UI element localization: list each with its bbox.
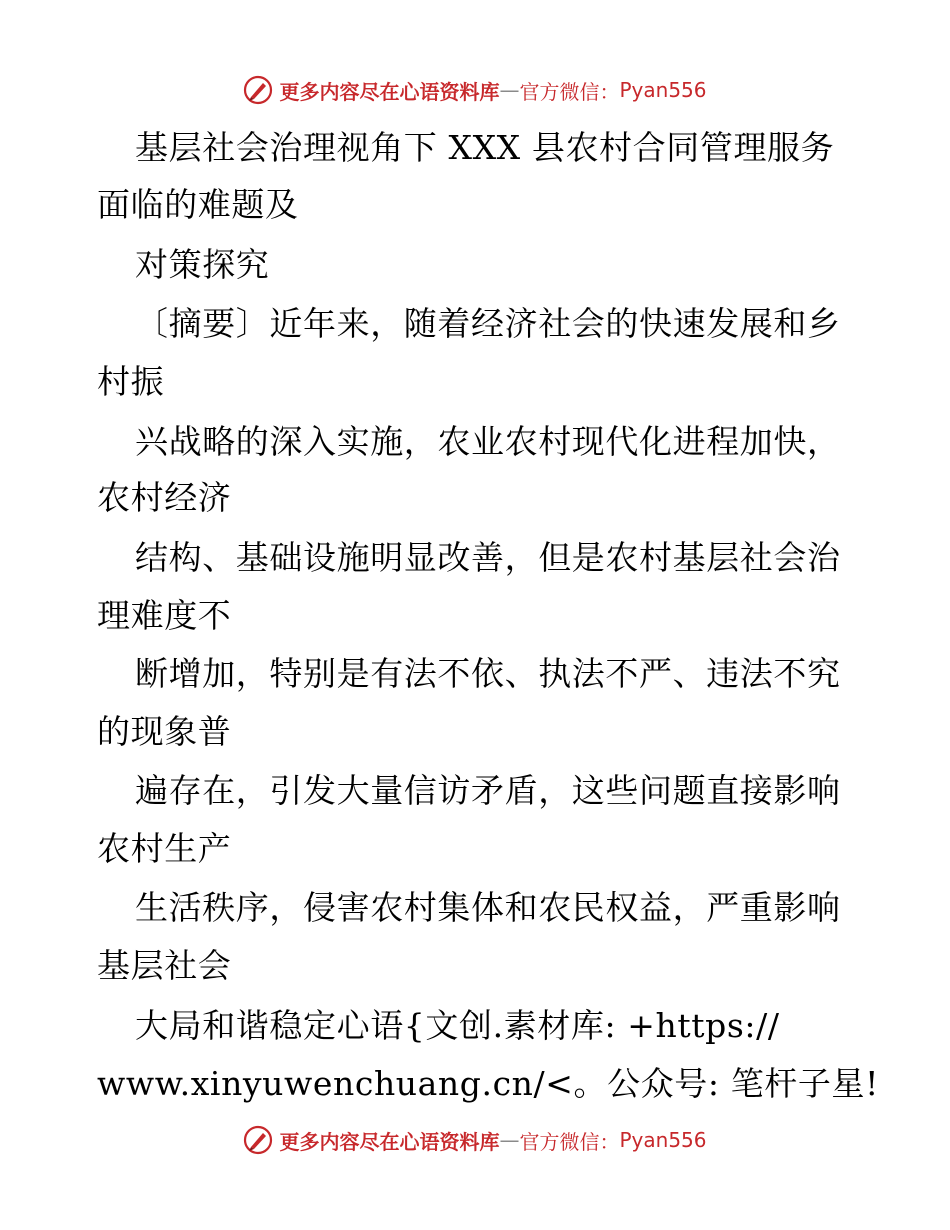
abstract-line: 基层社会 <box>97 946 232 985</box>
abstract-line: 生活秩序，侵害农村集体和农民权益，严重影响 <box>135 888 841 927</box>
banner-main-text: 更多内容尽在心语资料库 <box>279 79 500 104</box>
pen-logo-icon <box>243 1125 273 1155</box>
title-line-2: 面临的难题及 <box>97 185 299 224</box>
abstract-line: 大局和谐稳定心语{文创.素材库: +https:// <box>135 1006 780 1045</box>
abstract-line: 结构、基础设施明显改善，但是农村基层社会治 <box>135 538 841 577</box>
abstract-line: www.xinyuwenchuang.cn/<。公众号: 笔杆子星! <box>97 1064 879 1103</box>
pen-logo-icon <box>243 75 273 105</box>
abstract-line: 断增加，特别是有法不依、执法不严、违法不究 <box>135 654 841 693</box>
abstract-line: 农村经济 <box>97 478 232 517</box>
banner-dash: — <box>499 1128 520 1152</box>
abstract-line: 〔摘要〕近年来，随着经济社会的快速发展和乡 <box>135 304 841 343</box>
abstract-line: 的现象普 <box>97 712 232 751</box>
footer-banner <box>0 1124 950 1156</box>
abstract-line: 理难度不 <box>97 596 232 635</box>
title-line-3: 对策探究 <box>135 245 270 284</box>
banner-wechat-id: Pyan556 <box>619 1128 707 1152</box>
abstract-line: 遍存在，引发大量信访矛盾，这些问题直接影响 <box>135 771 841 810</box>
banner-dash: — <box>499 78 520 102</box>
banner-main-text: 更多内容尽在心语资料库 <box>279 1129 500 1154</box>
abstract-line: 农村生产 <box>97 829 232 868</box>
abstract-line: 村振 <box>97 362 165 401</box>
abstract-line: 兴战略的深入实施，农业农村现代化进程加快， <box>135 422 841 461</box>
banner-wechat-id: Pyan556 <box>619 78 707 102</box>
banner-wechat-label: 官方微信： <box>519 79 620 104</box>
title-line-1: 基层社会治理视角下 XXX 县农村合同管理服务 <box>135 128 835 167</box>
header-banner <box>0 74 950 106</box>
banner-wechat-label: 官方微信： <box>519 1129 620 1154</box>
